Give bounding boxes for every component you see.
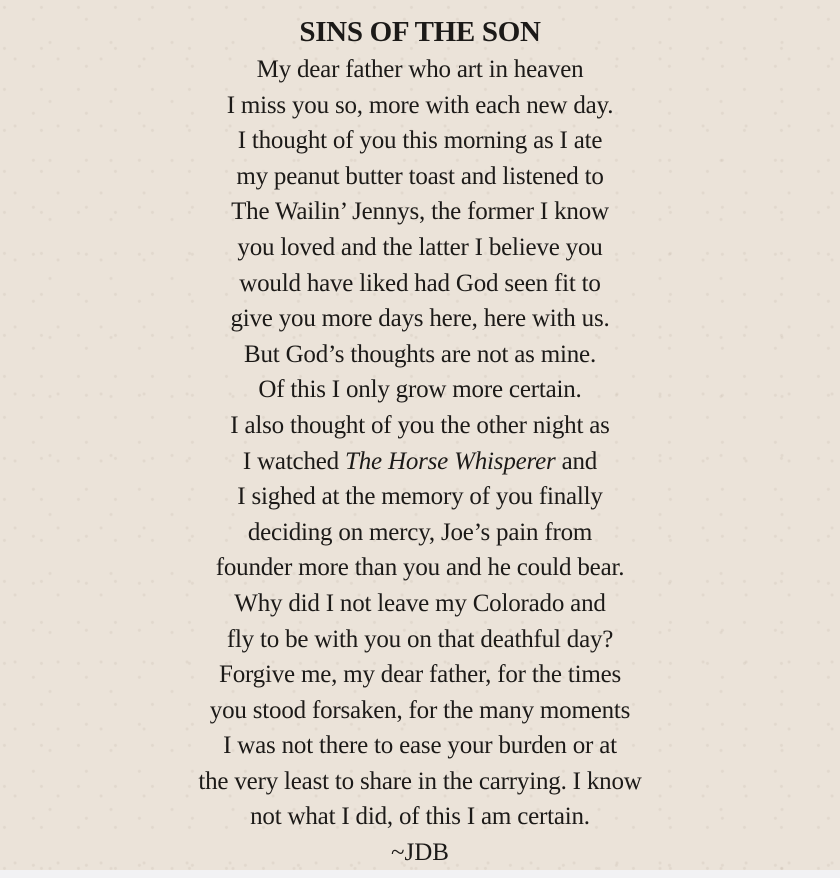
- poem-line: fly to be with you on that deathful day?: [226, 625, 614, 653]
- line-text-before: I watched: [242, 447, 346, 475]
- poem-line: Of this I only grow more certain.: [258, 376, 582, 404]
- line-text-after: and: [555, 447, 598, 475]
- poem-line: The Wailin’ Jennys, the former I know: [231, 198, 609, 226]
- poem-line: Forgive me, my dear father, for the times: [218, 661, 622, 689]
- film-title: The Horse Whisperer: [345, 447, 556, 475]
- poem-line: founder more than you and he could bear.: [215, 554, 625, 582]
- poem-line: not what I did, of this I am certain.: [250, 803, 590, 831]
- poem-line: Why did I not leave my Colorado and: [234, 589, 606, 617]
- poem-line: But God’s thoughts are not as mine.: [244, 340, 596, 368]
- signature: ~JDB: [391, 839, 449, 867]
- poem-line: deciding on mercy, Joe’s pain from: [247, 518, 593, 546]
- bottom-edge: [0, 870, 840, 878]
- poem-line: I was not there to ease your burden or at: [223, 732, 617, 760]
- poem-line: I sighed at the memory of you finally: [237, 483, 603, 511]
- poem-line: my peanut butter toast and listened to: [236, 162, 604, 190]
- poem-line: you stood forsaken, for the many moments: [209, 696, 631, 724]
- poem-line: I thought of you this morning as I ate: [237, 127, 603, 155]
- poem-title: SINS OF THE SON: [299, 16, 541, 48]
- poem-line: give you more days here, here with us.: [230, 305, 610, 333]
- poem-line: you loved and the latter I believe you: [237, 233, 603, 261]
- poem-line: would have liked had God seen fit to: [239, 269, 601, 297]
- poem-line: I miss you so, more with each new day.: [226, 91, 614, 119]
- poem-line: I also thought of you the other night as: [230, 411, 610, 439]
- poem: [0, 12, 840, 871]
- poem-line: My dear father who art in heaven: [256, 56, 584, 83]
- poem-line-with-title: [0, 444, 840, 480]
- poem-line: the very least to share in the carrying. I know: [198, 767, 642, 795]
